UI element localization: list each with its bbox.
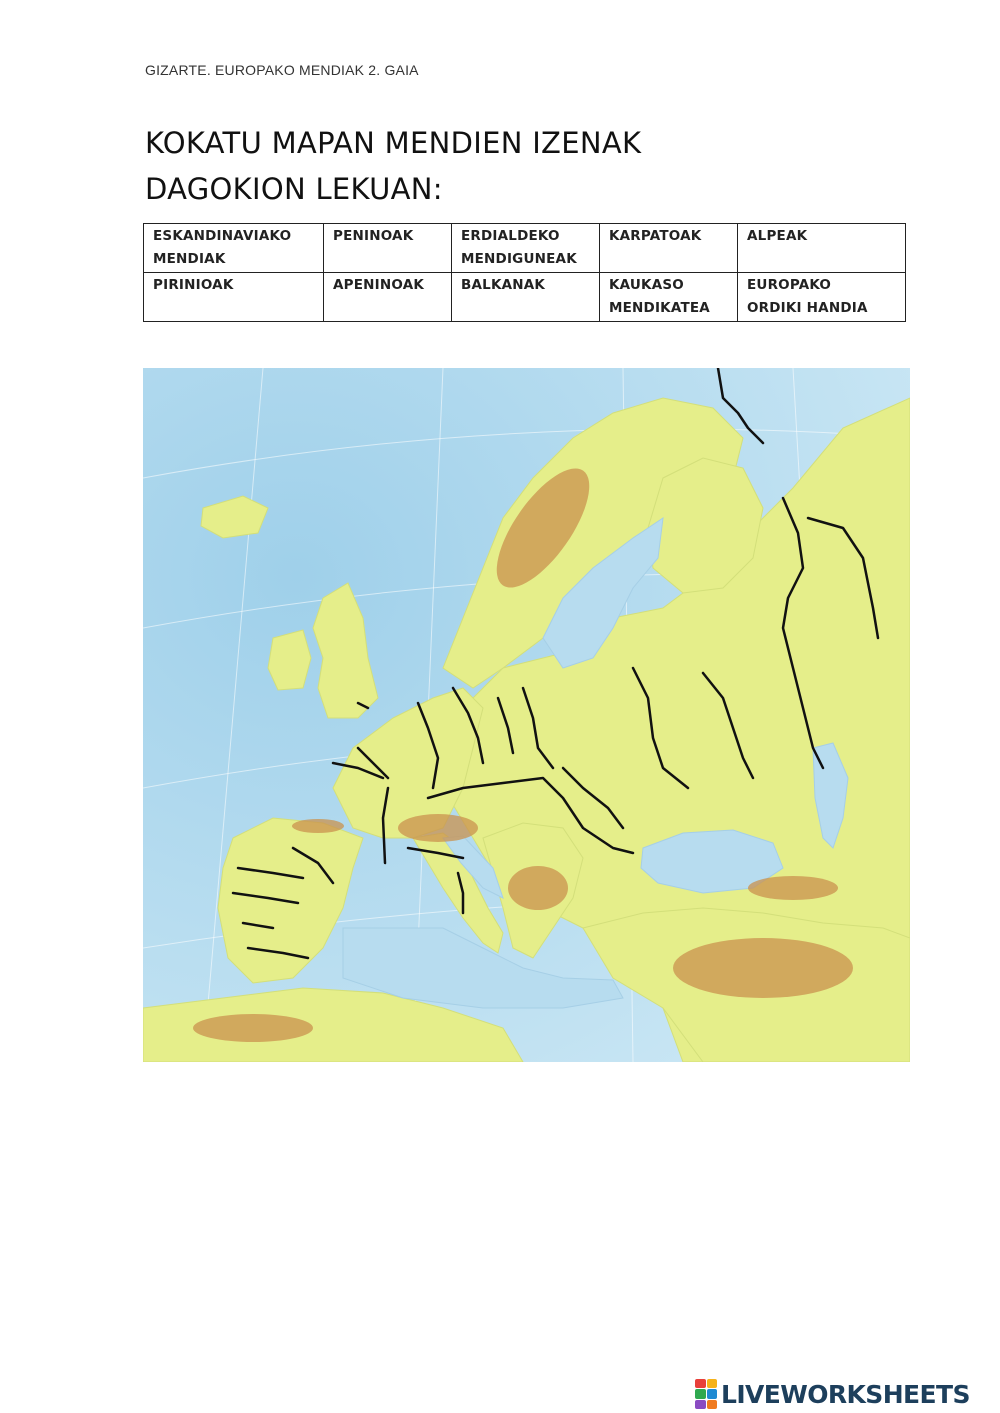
table-cell: BALKANAK (452, 273, 600, 322)
logo-square (695, 1379, 706, 1388)
title-line-2: DAGOKION LEKUAN: (145, 172, 443, 206)
brand-text: LIVEWORKSHEETS (721, 1379, 970, 1409)
relief-alps (398, 814, 478, 842)
title-line-1: KOKATU MAPAN MENDIEN IZENAK (145, 126, 642, 160)
page-header: GIZARTE. EUROPAKO MENDIAK 2. GAIA (145, 62, 419, 78)
relief-anatolia (673, 938, 853, 998)
land-ireland (268, 630, 311, 690)
table-cell: EUROPAKO ORDIKI HANDIA (738, 273, 906, 322)
page-title (145, 120, 845, 212)
logo-square (707, 1400, 718, 1409)
logo-square (695, 1389, 706, 1398)
europe-map (143, 368, 910, 1062)
europe-map-image (143, 368, 910, 1062)
table-cell: KARPATOAK (600, 224, 738, 273)
table-cell: ERDIALDEKO MENDIGUNEAK (452, 224, 600, 273)
table-cell: APENINOAK (324, 273, 452, 322)
relief-pyrenees (292, 819, 344, 833)
liveworksheets-brand (695, 1378, 970, 1410)
table-cell: ALPEAK (738, 224, 906, 273)
logo-square (707, 1379, 718, 1388)
table-cell: ESKANDINAVIAKO MENDIAK (144, 224, 324, 273)
logo-square (695, 1400, 706, 1409)
liveworksheets-logo-icon (695, 1379, 717, 1409)
table-cell: PIRINIOAK (144, 273, 324, 322)
table-cell: PENINOAK (324, 224, 452, 273)
table-cell: KAUKASO MENDIKATEA (600, 273, 738, 322)
relief-caucasus (748, 876, 838, 900)
relief-atlas (193, 1014, 313, 1042)
table-row (144, 224, 906, 273)
relief-balkans (508, 866, 568, 910)
table-row (144, 273, 906, 322)
mountain-names-table (143, 223, 906, 322)
logo-square (707, 1389, 718, 1398)
